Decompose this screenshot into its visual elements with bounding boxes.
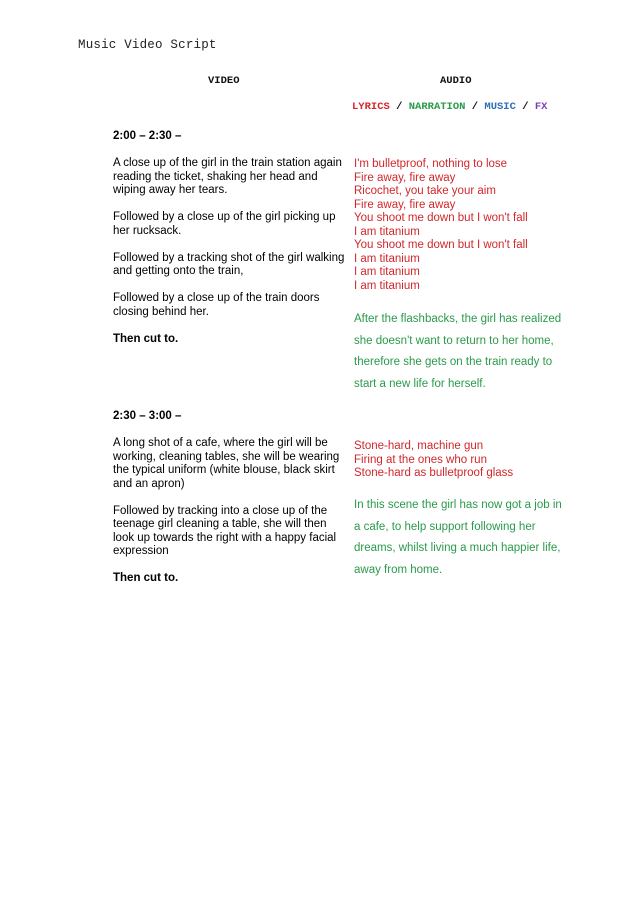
lyric-line: You shoot me down but I won't fall [354,212,528,224]
lyric-line: I'm bulletproof, nothing to lose [354,158,508,170]
lyric-line: Fire away, fire away [354,171,456,184]
legend-lyrics: LYRICS [352,101,390,113]
lyric-line: Stone-hard, machine gun [354,440,484,452]
audio-legend [352,101,547,113]
legend-separator: / [522,101,529,113]
audio-column-header: AUDIO [440,75,472,87]
lyric-line: I am titanium [354,279,420,292]
legend-fx: FX [534,101,548,113]
lyric-line: I am titanium [354,252,420,265]
scene-1-video [113,130,348,360]
lyrics-block [354,158,569,293]
scene-timecode: 2:00 – 2:30 – [113,130,182,142]
lyric-line: I am titanium [354,266,420,278]
legend-separator: / [471,101,479,113]
scene-timecode: 2:30 – 3:00 – [113,410,182,422]
video-direction: A close up of the girl in the train station again reading the ticket, shaking her head and wiping away her tears. [113,157,342,196]
video-direction: Followed by a close up of the girl picking up her rucksack. [113,211,336,237]
video-direction: Followed by a close up of the train doors closing behind her. [113,292,320,318]
legend-music: MUSIC [484,101,516,113]
cut-instruction: Then cut to. [113,572,179,584]
lyrics-block [354,440,569,481]
legend-separator: / [396,101,403,113]
scene-1-audio [354,158,569,293]
lyric-line: Ricochet, you take your aim [354,185,496,197]
scene-2-audio [354,440,569,481]
scene-2-narration: In this scene the girl has now got a job in a cafe, to help support following her dreams, whilst living a much happier life, away from home. [354,499,562,576]
video-direction: Followed by a tracking shot of the girl walking and getting onto the train, [113,251,345,277]
lyric-line: Fire away, fire away [354,198,456,211]
lyric-line: You shoot me down but I won't fall [354,239,528,251]
video-direction: A long shot of a cafe, where the girl will be working, cleaning tables, she will be wearing the typical uniform (white blouse, black skirt and an apron) [113,437,340,490]
document-title: Music Video Script [78,38,217,52]
lyric-line: Firing at the ones who run [354,453,487,466]
lyric-line: Stone-hard as bulletproof glass [354,467,514,479]
scene-1-narration: After the flashbacks, the girl has realized she doesn't want to return to her home, therefore she gets on the train ready to start a new life for herself. [354,313,562,390]
video-direction: Followed by tracking into a close up of the teenage girl cleaning a table, she will then look up towards the right with a happy facial expression [113,504,337,557]
video-column-header: VIDEO [208,75,240,87]
legend-narration: NARRATION [408,101,466,113]
cut-instruction: Then cut to. [113,332,179,345]
scene-2-video [113,410,348,599]
lyric-line: I am titanium [354,225,420,238]
